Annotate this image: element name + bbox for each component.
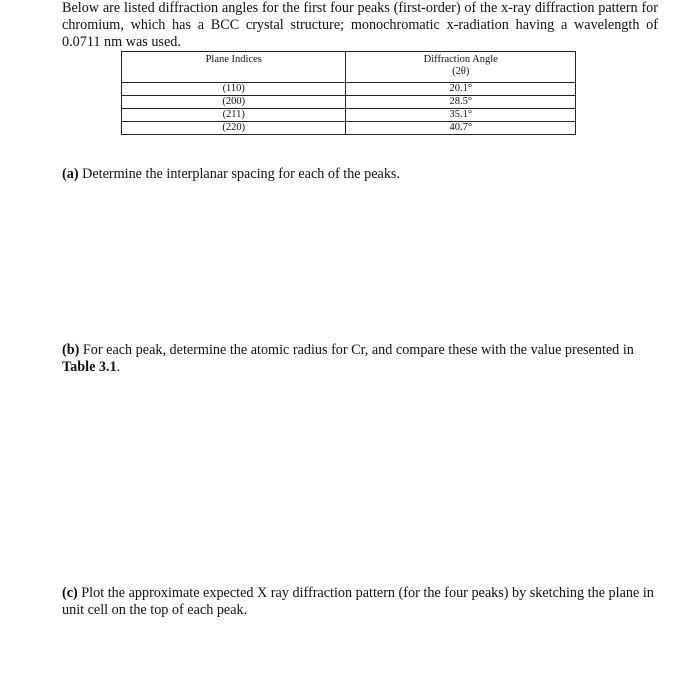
question-b-label: (b) bbox=[62, 342, 80, 358]
table-row bbox=[122, 83, 576, 96]
angle-cell: 20.1° bbox=[346, 83, 576, 96]
question-c bbox=[62, 585, 662, 619]
diffraction-table-container bbox=[121, 51, 576, 135]
question-b bbox=[62, 342, 662, 376]
question-a bbox=[62, 166, 662, 183]
question-b-period: . bbox=[116, 359, 121, 375]
table-row bbox=[122, 109, 576, 122]
question-c-text: Plot the approximate expected X ray diffraction pattern (for the four peaks) by sketching the plane in unit cell on the top of each peak. bbox=[62, 585, 654, 618]
question-a-text: Determine the interplanar spacing for each of the peaks. bbox=[78, 166, 400, 182]
table-reference: Table 3.1 bbox=[62, 359, 117, 375]
plane-cell: (110) bbox=[122, 83, 346, 96]
question-c-label: (c) bbox=[62, 585, 78, 601]
question-b-text: For each peak, determine the atomic radius for Cr, and compare these with the value presented in bbox=[79, 342, 634, 358]
angle-cell: 35.1° bbox=[346, 109, 576, 122]
angle-cell: 28.5° bbox=[346, 96, 576, 109]
diffraction-table bbox=[121, 51, 576, 135]
header-angle-unit: (2θ) bbox=[452, 66, 470, 77]
plane-cell: (211) bbox=[122, 109, 346, 122]
angle-cell: 40.7° bbox=[346, 122, 576, 135]
plane-cell: (200) bbox=[122, 96, 346, 109]
header-diffraction-angle bbox=[346, 52, 576, 83]
table-row bbox=[122, 96, 576, 109]
table-header-row bbox=[122, 52, 576, 83]
problem-intro: Below are listed diffraction angles for the first four peaks (first-order) of the x-ray diffraction pattern for chromium, which has a BCC crystal structure; monochromatic x-radiation having a wavelength of 0.0711 nm was used. bbox=[62, 0, 658, 50]
header-plane-indices: Plane Indices bbox=[122, 52, 346, 83]
question-a-label: (a) bbox=[62, 166, 79, 182]
plane-cell: (220) bbox=[122, 122, 346, 135]
table-row bbox=[122, 122, 576, 135]
header-angle-label: Diffraction Angle bbox=[423, 54, 498, 65]
